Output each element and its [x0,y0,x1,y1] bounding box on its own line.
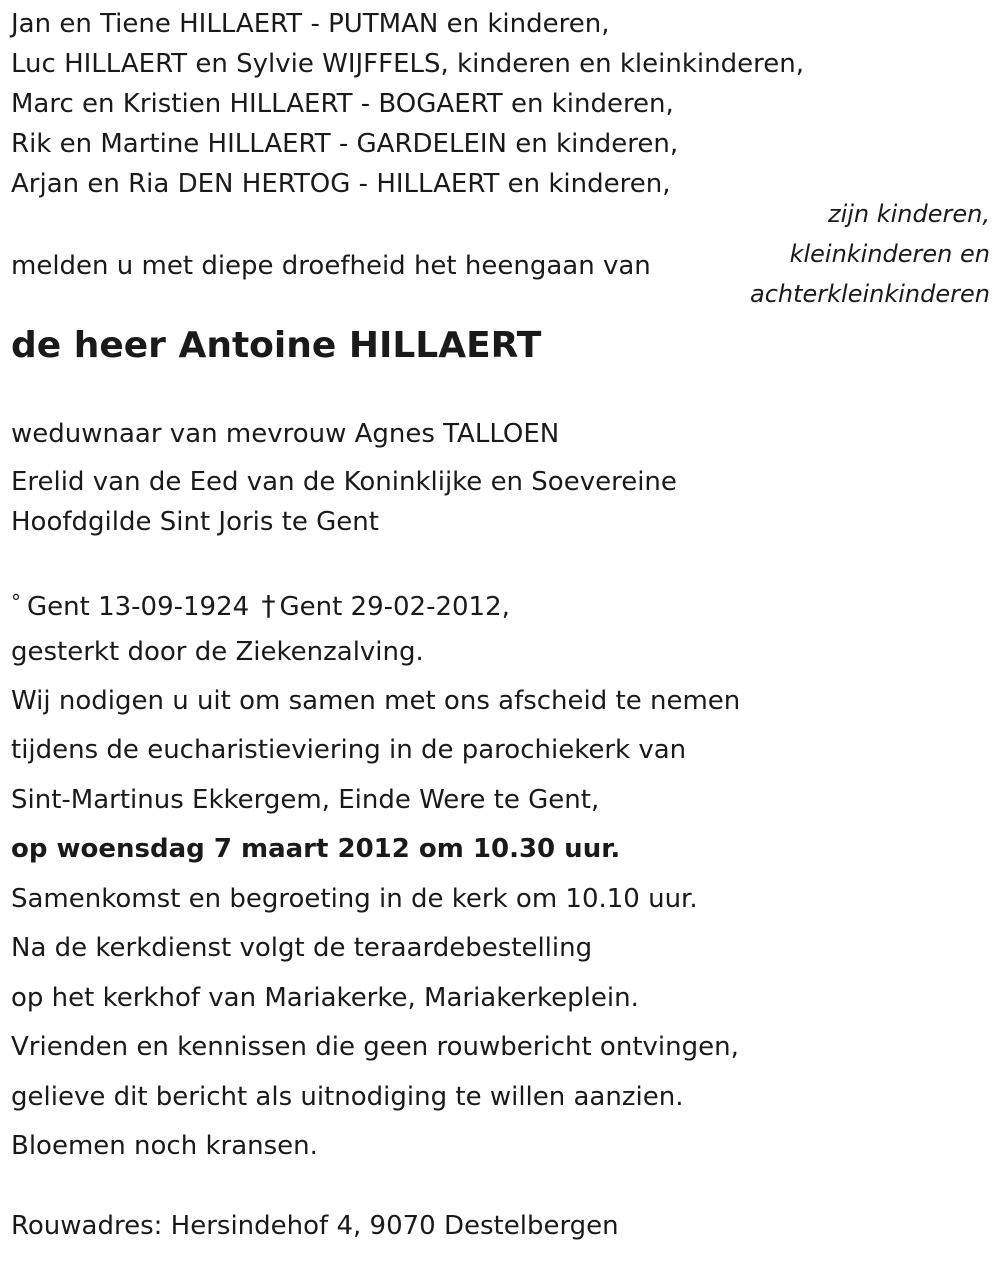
body-line: op het kerkhof van Mariakerke, Mariakerkeplein. [11,983,639,1013]
ceremony-date: op woensdag 7 maart 2012 om 10.30 uur. [11,834,621,864]
dates-line [11,586,510,623]
announcer-line: Arjan en Ria DEN HERTOG - HILLAERT en kinderen, [11,169,671,199]
announcer-line: Jan en Tiene HILLAERT - PUTMAN en kinderen, [11,9,610,39]
body-line: tijdens de eucharistieviering in de parochiekerk van [11,735,687,765]
intro-text: melden u met diepe droefheid het heengaan van [11,251,651,281]
body-line: Wij nodigen u uit om samen met ons afscheid te nemen [11,686,741,716]
birth-date: Gent 13-09-1924 [27,592,250,622]
cross-icon: † [261,589,276,622]
signature-line: achterkleinkinderen [750,280,990,308]
body-line: Vrienden en kennissen die geen rouwbericht ontvingen, [11,1032,739,1062]
announcer-line: Luc HILLAERT en Sylvie WIJFFELS, kinderen en kleinkinderen, [11,49,804,79]
death-date: Gent 29-02-2012, [279,592,510,622]
widower-line: weduwnaar van mevrouw Agnes TALLOEN [11,419,560,449]
honorary-line: Erelid van de Eed van de Koninklijke en Soevereine [11,467,677,497]
deceased-name: de heer Antoine HILLAERT [11,325,542,366]
body-line: Samenkomst en begroeting in de kerk om 10.10 uur. [11,884,698,914]
announcer-line: Rik en Martine HILLAERT - GARDELEIN en kinderen, [11,129,679,159]
honorary-line: Hoofdgilde Sint Joris te Gent [11,507,379,537]
signature-line: kleinkinderen en [789,240,990,268]
body-line: gelieve dit bericht als uitnodiging te willen aanzien. [11,1082,684,1112]
body-line: Sint-Martinus Ekkergem, Einde Were te Gent, [11,785,600,815]
birth-symbol: ° [11,590,21,614]
mourning-address: Rouwadres: Hersindehof 4, 9070 Destelbergen [11,1211,619,1241]
signature-line: zijn kinderen, [827,200,990,228]
body-line: gesterkt door de Ziekenzalving. [11,637,424,667]
announcer-line: Marc en Kristien HILLAERT - BOGAERT en kinderen, [11,89,674,119]
body-line: Bloemen noch kransen. [11,1131,318,1161]
body-line: Na de kerkdienst volgt de teraardebestelling [11,933,593,963]
family-signature [750,194,990,314]
